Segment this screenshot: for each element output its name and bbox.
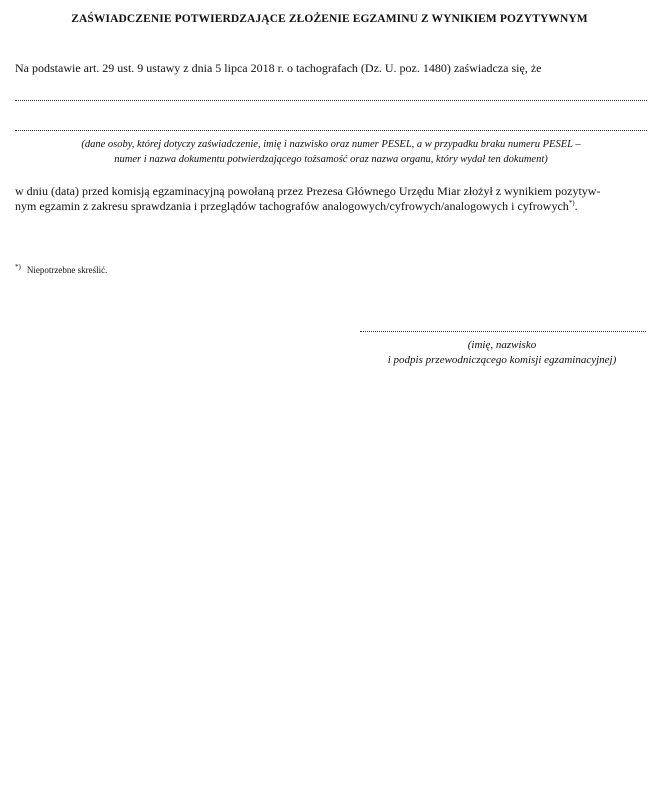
signature-caption-line-1: (imię, nazwisko [467, 339, 537, 351]
footnote-marker: *) [15, 263, 21, 271]
exam-statement-line-1: w dniu (data) przed komisją egzaminacyjną powołaną przez Prezesa Głównego Urzędu Miar złożył z wynikiem pozytyw- [15, 184, 601, 198]
person-data-caption [15, 137, 647, 167]
exam-statement [15, 184, 645, 214]
intro-paragraph: Na podstawie art. 29 ust. 9 ustawy z dnia 5 lipca 2018 r. o tachografach (Dz. U. poz. 1480) zaświadcza się, że [15, 61, 542, 75]
footnote-reference: *) [568, 199, 575, 207]
signature-line [360, 331, 646, 332]
exam-statement-line-2-text: nym egzamin z zakresu sprawdzania i przeglądów tachografów analogowych/cyfrowych/analogowych i cyfrowych [15, 199, 569, 213]
document-title: ZAŚWIADCZENIE POTWIERDZAJĄCE ZŁOŻENIE EGZAMINU Z WYNIKIEM POZYTYWNYM [71, 13, 588, 25]
signature-caption-line-2: i podpis przewodniczącego komisji egzaminacyjnej) [387, 354, 617, 366]
signature-caption [352, 338, 652, 368]
person-caption-line-2: numer i nazwa dokumentu potwierdzającego tożsamość oraz nazwa organu, który wydał ten dokument) [114, 154, 548, 165]
person-caption-line-1: (dane osoby, której dotyczy zaświadczenie, imię i nazwisko oraz numer PESEL, a w przypadku braku numeru PESEL – [81, 139, 581, 150]
person-data-line-1 [15, 100, 647, 101]
person-data-line-2 [15, 130, 647, 131]
footnote-text: Niepotrzebne skreślić. [26, 265, 108, 275]
exam-statement-line-2: nym egzamin z zakresu sprawdzania i przeglądów tachografów analogowych/cyfrowych/analogowych i cyfrowych*). [15, 199, 578, 213]
footnote [15, 263, 107, 275]
